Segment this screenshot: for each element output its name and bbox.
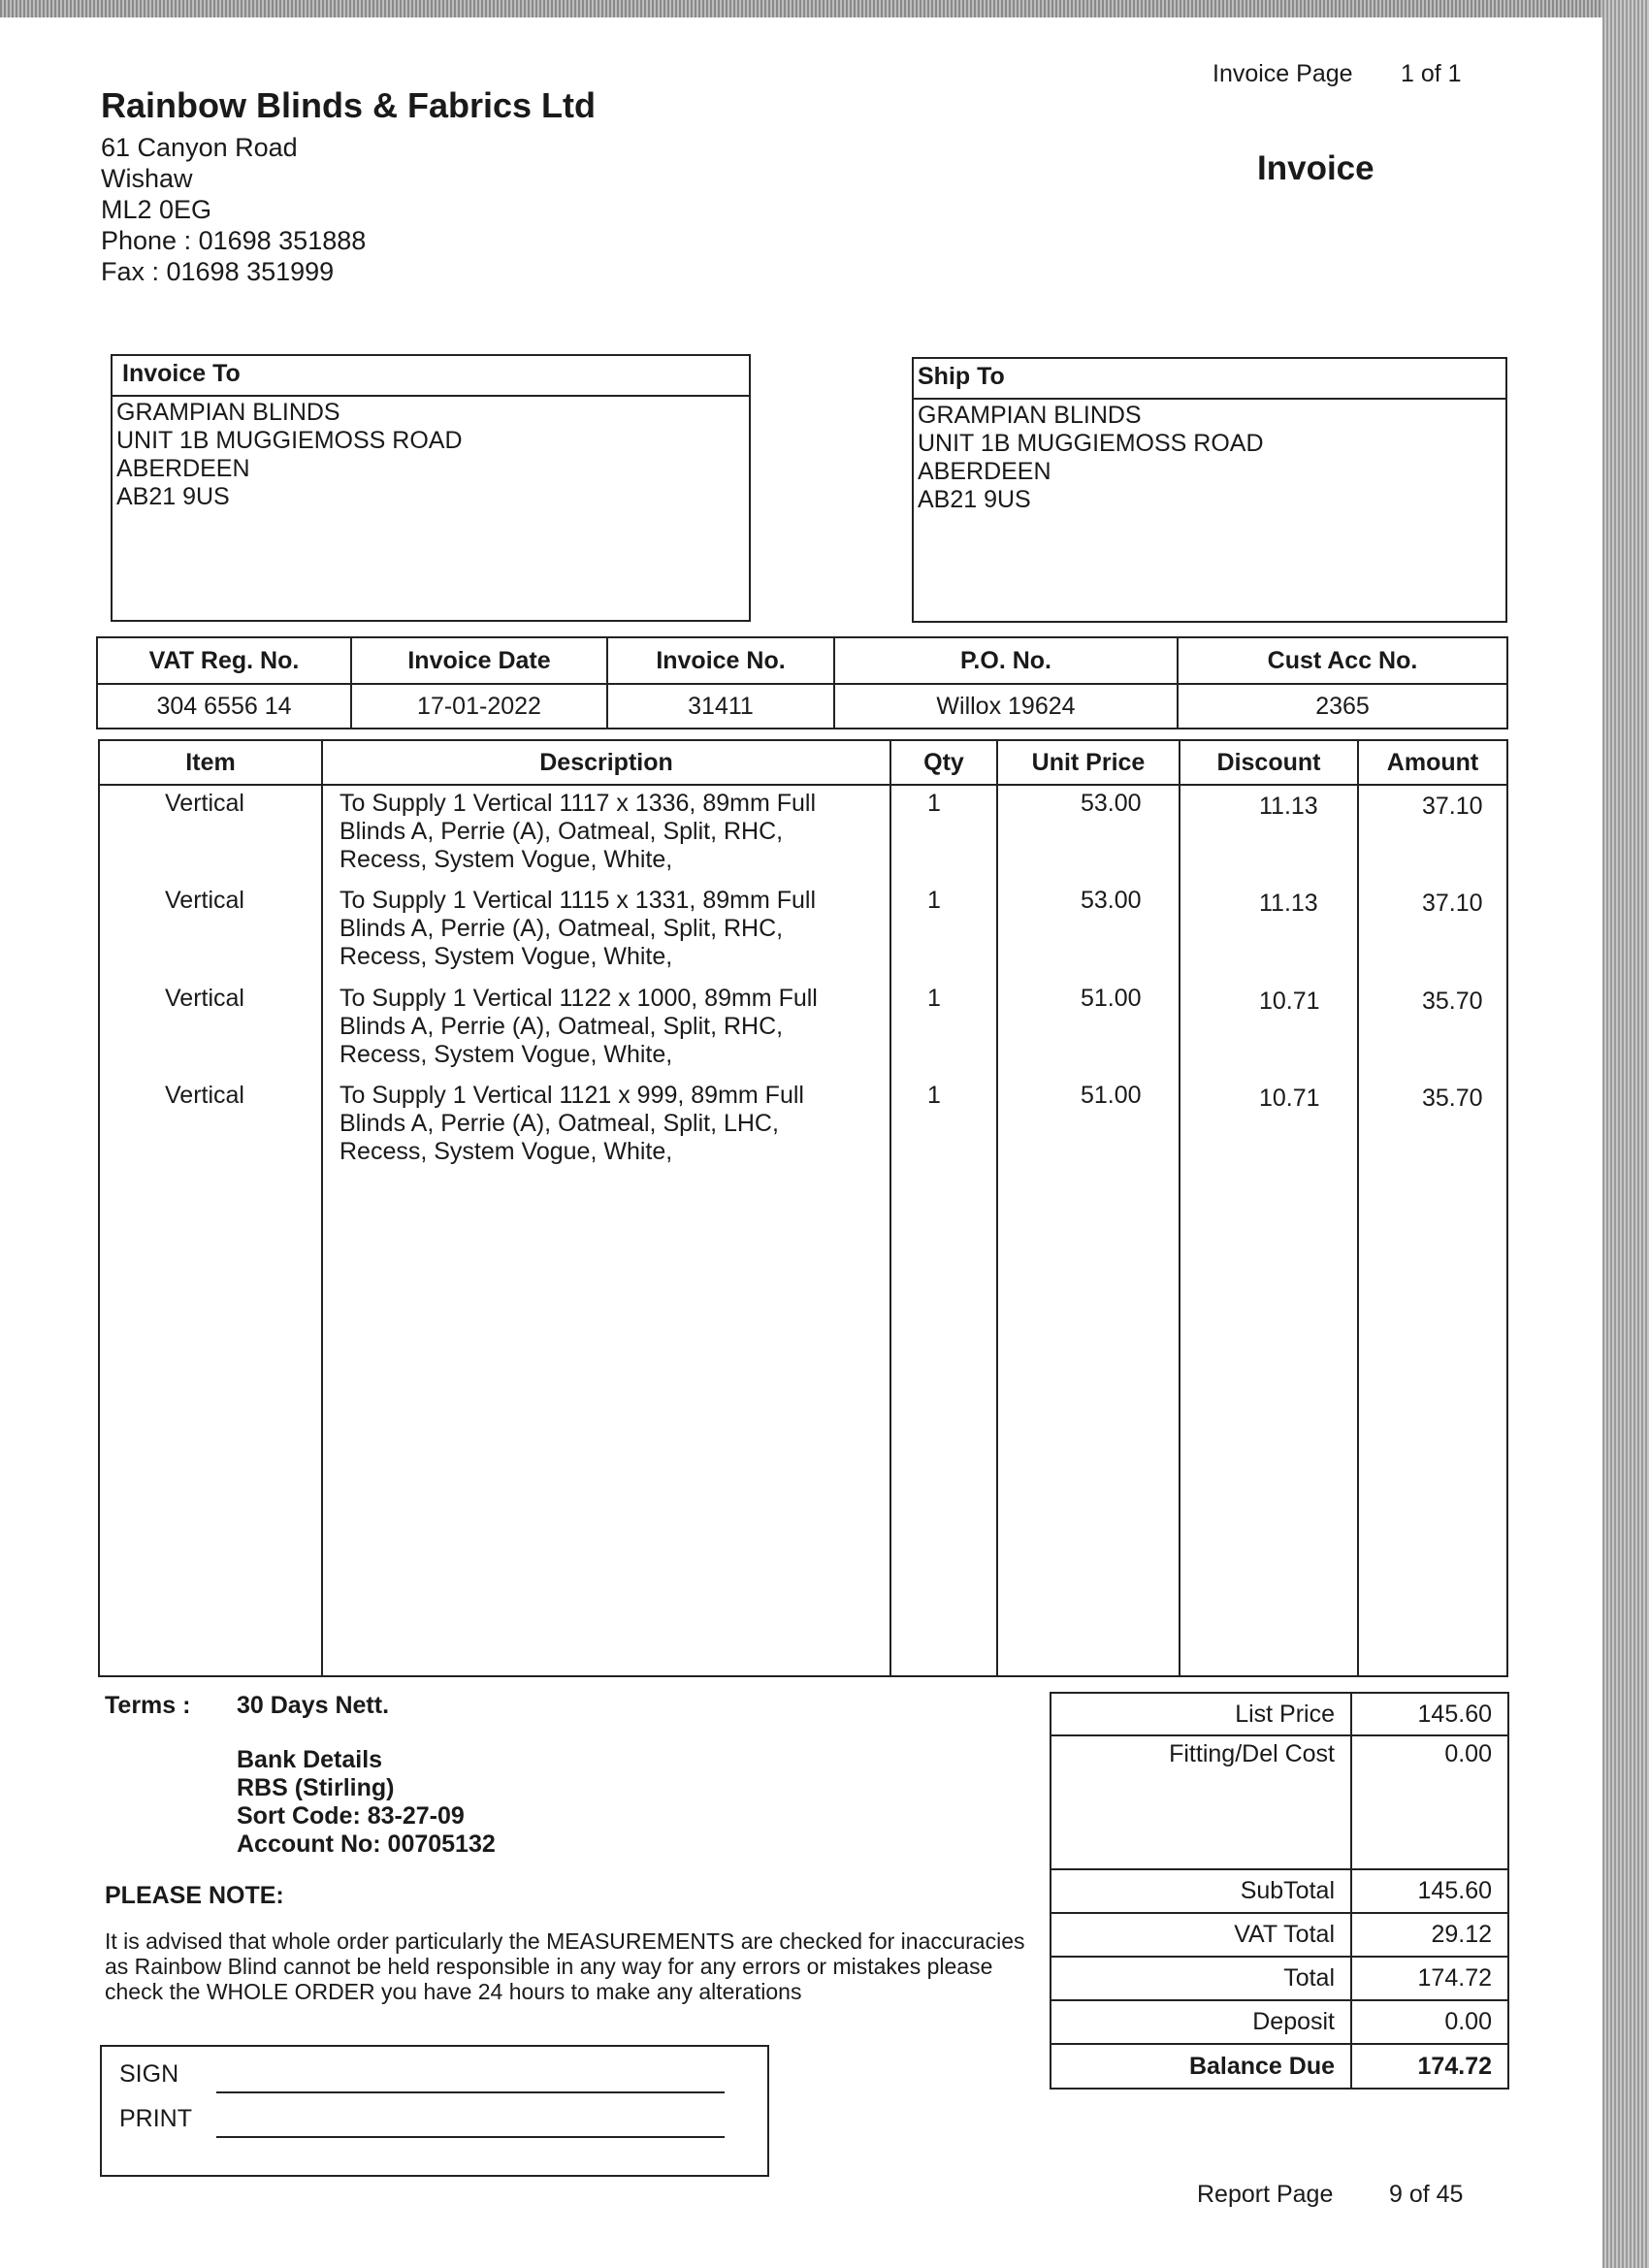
invoice-meta-table <box>96 636 1508 729</box>
totals-row-balance <box>1051 2044 1508 2089</box>
company-address <box>101 132 366 287</box>
meta-value-row <box>97 684 1507 729</box>
row-unit-price: 53.00 <box>1081 790 1142 817</box>
invoice-to-heading: Invoice To <box>113 356 749 397</box>
table-row <box>0 985 1513 1072</box>
row-amount: 35.70 <box>1422 988 1483 1015</box>
meta-header-invoice-no: Invoice No. <box>607 637 834 684</box>
row-item: Vertical <box>165 985 244 1012</box>
ship-to-address <box>914 400 1505 516</box>
row-discount: 10.71 <box>1259 1085 1320 1112</box>
row-unit-price: 51.00 <box>1081 985 1142 1012</box>
address-line: Wishaw <box>101 164 193 193</box>
fitting-label: Fitting/Del Cost <box>1051 1735 1351 1869</box>
items-header-row <box>99 740 1507 785</box>
row-qty: 1 <box>927 790 941 817</box>
totals-row-fitting <box>1051 1735 1508 1869</box>
description-line: Blinds A, Perrie (A), Oatmeal, Split, RHC, <box>340 1013 784 1040</box>
fitting-value: 0.00 <box>1351 1735 1508 1869</box>
items-header-item: Item <box>99 740 322 785</box>
ship-to-box <box>912 357 1507 623</box>
table-row <box>0 1082 1513 1169</box>
items-header-description: Description <box>322 740 890 785</box>
report-page-value: 9 of 45 <box>1389 2181 1464 2208</box>
row-description <box>340 887 816 971</box>
totals-table <box>1050 1692 1509 2090</box>
terms-value: 30 Days Nett. <box>237 1692 390 1719</box>
meta-value-po: Willox 19624 <box>834 684 1178 729</box>
balance-label: Balance Due <box>1051 2044 1351 2089</box>
total-label: Total <box>1051 1957 1351 2000</box>
totals-row-subtotal <box>1051 1869 1508 1913</box>
invoice-to-line: UNIT 1B MUGGIEMOSS ROAD <box>116 427 463 454</box>
ship-to-line: AB21 9US <box>918 486 1031 513</box>
description-line: Blinds A, Perrie (A), Oatmeal, Split, RHC, <box>340 818 784 845</box>
totals-row-deposit <box>1051 2000 1508 2044</box>
description-line: Blinds A, Perrie (A), Oatmeal, Split, LHC, <box>340 1110 779 1137</box>
invoice-page-label: Invoice Page <box>1212 60 1353 87</box>
bank-line: Bank Details <box>237 1746 383 1773</box>
description-line: To Supply 1 Vertical 1115 x 1331, 89mm Full <box>340 887 817 914</box>
row-amount: 35.70 <box>1422 1085 1483 1112</box>
address-line: Phone : 01698 351888 <box>101 226 367 255</box>
report-page-label: Report Page <box>1197 2181 1334 2208</box>
vat-value: 29.12 <box>1351 1913 1508 1957</box>
table-row <box>0 887 1513 974</box>
address-line: ML2 0EG <box>101 195 212 224</box>
bank-line: Account No: 00705132 <box>237 1831 496 1858</box>
subtotal-label: SubTotal <box>1051 1869 1351 1913</box>
row-discount: 10.71 <box>1259 988 1320 1015</box>
description-line: Blinds A, Perrie (A), Oatmeal, Split, RHC, <box>340 915 784 942</box>
company-name: Rainbow Blinds & Fabrics Ltd <box>101 85 597 125</box>
bank-line: RBS (Stirling) <box>237 1774 395 1801</box>
sign-label: SIGN <box>119 2060 179 2088</box>
invoice-to-line: AB21 9US <box>116 483 230 510</box>
row-qty: 1 <box>927 1082 941 1109</box>
row-unit-price: 53.00 <box>1081 887 1142 914</box>
address-line: Fax : 01698 351999 <box>101 257 335 286</box>
description-line: Recess, System Vogue, White, <box>340 846 673 873</box>
invoice-to-line: ABERDEEN <box>116 455 250 482</box>
subtotal-value: 145.60 <box>1351 1869 1508 1913</box>
ship-to-line: GRAMPIAN BLINDS <box>918 402 1142 429</box>
list-price-value: 145.60 <box>1351 1693 1508 1735</box>
row-discount: 11.13 <box>1259 793 1318 820</box>
totals-row-vat <box>1051 1913 1508 1957</box>
ship-to-heading: Ship To <box>914 359 1505 400</box>
invoice-page-value: 1 of 1 <box>1401 60 1462 87</box>
meta-value-invoice-no: 31411 <box>607 684 834 729</box>
print-field[interactable] <box>216 2136 725 2138</box>
meta-value-date: 17-01-2022 <box>351 684 607 729</box>
total-value: 174.72 <box>1351 1957 1508 2000</box>
row-discount: 11.13 <box>1259 890 1318 917</box>
items-header-unit-price: Unit Price <box>997 740 1180 785</box>
invoice-to-box <box>111 354 751 622</box>
table-row <box>0 790 1513 877</box>
invoice-to-address <box>113 397 749 513</box>
row-amount: 37.10 <box>1422 793 1483 820</box>
list-price-label: List Price <box>1051 1693 1351 1735</box>
totals-row-total <box>1051 1957 1508 2000</box>
meta-value-cust-acc: 2365 <box>1178 684 1507 729</box>
print-label: PRINT <box>119 2105 192 2132</box>
balance-value: 174.72 <box>1351 2044 1508 2089</box>
scan-edge-right <box>1602 0 1649 2268</box>
row-item: Vertical <box>165 887 244 914</box>
row-item: Vertical <box>165 790 244 817</box>
row-qty: 1 <box>927 887 941 914</box>
description-line: Recess, System Vogue, White, <box>340 1138 673 1165</box>
meta-value-vat: 304 6556 14 <box>97 684 351 729</box>
items-header-amount: Amount <box>1358 740 1507 785</box>
meta-header-cust-acc: Cust Acc No. <box>1178 637 1507 684</box>
signature-box <box>100 2045 769 2177</box>
sign-field[interactable] <box>216 2091 725 2093</box>
row-item: Vertical <box>165 1082 244 1109</box>
bank-line: Sort Code: 83-27-09 <box>237 1802 465 1830</box>
row-description <box>340 985 818 1069</box>
terms-label: Terms : <box>105 1692 191 1719</box>
ship-to-line: UNIT 1B MUGGIEMOSS ROAD <box>918 430 1264 457</box>
row-amount: 37.10 <box>1422 890 1483 917</box>
bank-details <box>237 1746 496 1859</box>
scan-edge-top <box>0 0 1649 17</box>
meta-header-row <box>97 637 1507 684</box>
deposit-label: Deposit <box>1051 2000 1351 2044</box>
line-items-table <box>98 739 1508 1677</box>
address-line: 61 Canyon Road <box>101 133 298 162</box>
description-line: To Supply 1 Vertical 1117 x 1336, 89mm Full <box>340 790 817 817</box>
meta-header-vat: VAT Reg. No. <box>97 637 351 684</box>
ship-to-line: ABERDEEN <box>918 458 1051 485</box>
meta-header-date: Invoice Date <box>351 637 607 684</box>
document-title: Invoice <box>1257 149 1374 187</box>
row-description <box>340 1082 804 1166</box>
vat-label: VAT Total <box>1051 1913 1351 1957</box>
meta-header-po: P.O. No. <box>834 637 1178 684</box>
deposit-value: 0.00 <box>1351 2000 1508 2044</box>
items-header-qty: Qty <box>890 740 997 785</box>
description-line: Recess, System Vogue, White, <box>340 943 673 970</box>
note-text: It is advised that whole order particularly the MEASUREMENTS are checked for inaccuracies as Rainbow Blind cannot be held responsible in any way for any errors or mistakes please check the WHOLE ORDER you have 24 hours to make any alterations <box>105 1928 1025 2004</box>
description-line: To Supply 1 Vertical 1122 x 1000, 89mm Full <box>340 985 818 1012</box>
description-line: To Supply 1 Vertical 1121 x 999, 89mm Full <box>340 1082 804 1109</box>
invoice-to-line: GRAMPIAN BLINDS <box>116 399 340 426</box>
note-heading: PLEASE NOTE: <box>105 1882 284 1909</box>
items-header-discount: Discount <box>1180 740 1358 785</box>
row-description <box>340 790 816 874</box>
totals-row-list-price <box>1051 1693 1508 1735</box>
description-line: Recess, System Vogue, White, <box>340 1041 673 1068</box>
row-unit-price: 51.00 <box>1081 1082 1142 1109</box>
row-qty: 1 <box>927 985 941 1012</box>
